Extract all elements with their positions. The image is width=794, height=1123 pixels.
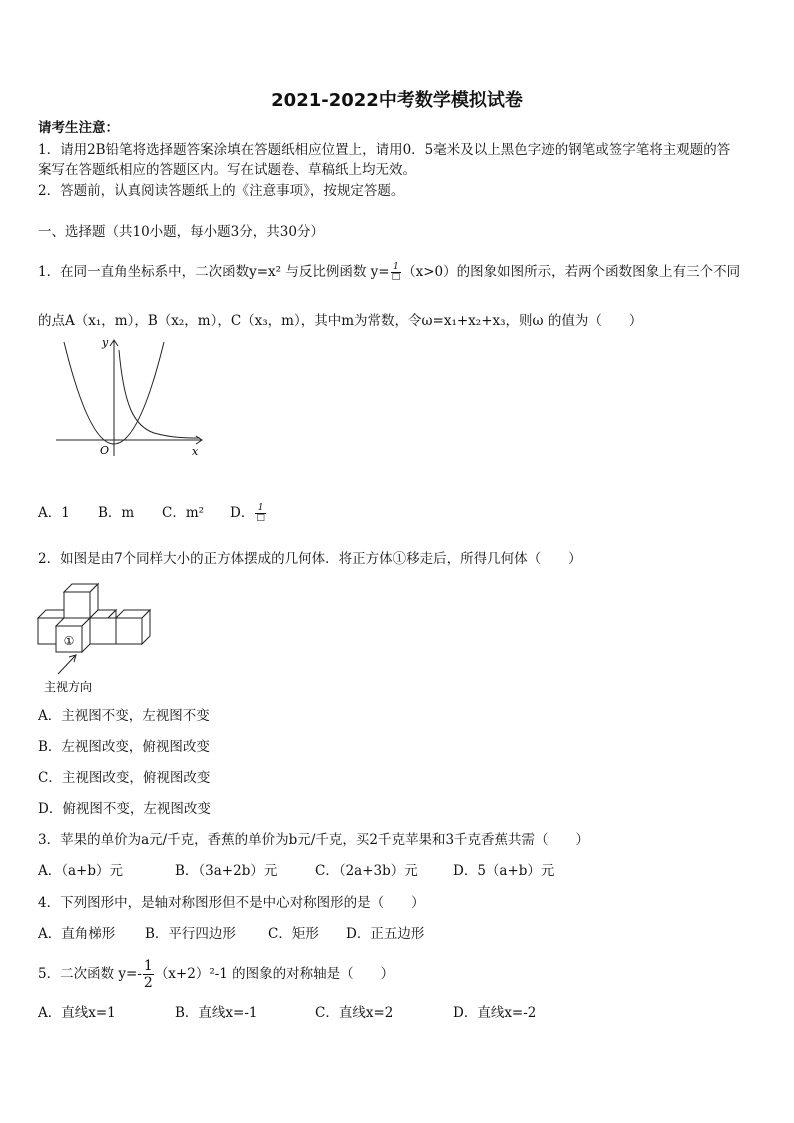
option-a[interactable]: A．直角梯形 xyxy=(38,926,116,942)
question-5-fraction xyxy=(143,958,154,991)
question-2-text: 2．如图是由7个同样大小的正方体摆成的几何体．将正方体①移走后，所得几何体（ ） xyxy=(38,551,582,567)
view-direction-arrow xyxy=(58,655,76,674)
question-5-text-b: （x+2）²-1 的图象的对称轴是（ ） xyxy=(154,966,395,982)
fraction-denominator: 2 xyxy=(143,975,153,991)
option-a[interactable]: A．直线x=1 xyxy=(38,1005,116,1021)
notice-heading: 请考生注意： xyxy=(38,120,119,136)
option-b[interactable]: B．（3a+2b）元 xyxy=(175,863,278,879)
option-d-label: D． xyxy=(230,505,255,521)
question-2-option-d[interactable]: D．俯视图不变，左视图改变 xyxy=(38,801,211,817)
section-heading: 一、选择题（共10小题，每小题3分，共30分） xyxy=(38,224,324,240)
option-d[interactable]: D．5（a+b）元 xyxy=(453,863,555,879)
option-b[interactable]: B．平行四边形 xyxy=(145,926,236,942)
question-1-text-a: 1．在同一直角坐标系中，二次函数y=x² 与反比例函数 y= xyxy=(38,264,390,280)
option-c[interactable]: C．（2a+3b）元 xyxy=(315,863,418,879)
option-d[interactable] xyxy=(230,503,267,523)
notice-line-3: 2．答题前，认真阅读答题纸上的《注意事项》，按规定答题。 xyxy=(38,183,405,199)
question-3-text: 3．苹果的单价为a元/千克，香蕉的单价为b元/千克，买2千克苹果和3千克香蕉共需（ ） xyxy=(38,832,590,848)
cube-drawing xyxy=(38,584,150,652)
notice-line-2: 案写在答题纸相应的答题区内。写在试题卷、草稿纸上均无效。 xyxy=(38,162,416,178)
question-5-text xyxy=(38,958,394,991)
option-a[interactable]: A．（a+b）元 xyxy=(38,863,124,879)
option-a[interactable]: A．1 xyxy=(38,505,70,521)
cube-1-label: ① xyxy=(63,634,75,648)
option-d[interactable]: D．直线x=-2 xyxy=(453,1005,537,1021)
question-1-text-b: （x>0）的图象如图所示，若两个函数图象上有三个不同 xyxy=(402,264,741,280)
question-5-options xyxy=(38,1003,536,1023)
hyperbola-curve xyxy=(119,350,200,438)
question-5-text-a: 5．二次函数 y=- xyxy=(38,966,142,982)
page-title: 2021-2022中考数学模拟试卷 xyxy=(271,90,523,111)
question-1-graph xyxy=(52,336,212,460)
question-1-options xyxy=(38,503,267,523)
view-direction-label: 主视方向 xyxy=(44,680,93,694)
option-d-fraction xyxy=(255,504,266,523)
question-2-option-b[interactable]: B．左视图改变，俯视图改变 xyxy=(38,739,210,755)
option-c[interactable]: C．m² xyxy=(162,505,205,521)
question-4-text: 4．下列图形中，是轴对称图形但不是中心对称图形的是（ ） xyxy=(38,895,425,911)
question-4-options xyxy=(38,924,424,944)
fraction-numerator: 1 xyxy=(255,504,266,514)
notice-line-1: 1．请用2B铅笔将选择题答案涂填在答题纸相应位置上，请用0．5毫米及以上黑色字迹的钢笔或签字笔将主观题的答 xyxy=(38,142,731,158)
question-2-option-a[interactable]: A．主视图不变，左视图不变 xyxy=(38,708,210,724)
question-2-option-c[interactable]: C．主视图改变，俯视图改变 xyxy=(38,770,211,786)
fraction-numerator: 1 xyxy=(143,958,153,974)
question-3-options xyxy=(38,861,554,881)
fraction-numerator: 1 xyxy=(391,263,402,273)
fraction-denominator: □ xyxy=(256,513,265,523)
option-d[interactable]: D．正五边形 xyxy=(346,926,425,942)
question-1-line-2: 的点A（x₁，m），B（x₂，m），C（x₃，m），其中m为常数，令ω=x₁+x₂+x₃，则ω 的值为（ ） xyxy=(38,313,643,329)
question-1-line-1 xyxy=(38,262,740,282)
question-1-fraction xyxy=(391,263,402,282)
question-2-cube-figure xyxy=(36,578,166,698)
y-axis-label: y xyxy=(102,336,109,349)
option-c[interactable]: C．矩形 xyxy=(268,926,319,942)
option-b[interactable]: B．m xyxy=(98,505,135,521)
option-c[interactable]: C．直线x=2 xyxy=(315,1005,394,1021)
x-axis-label: x xyxy=(192,445,199,458)
origin-label: O xyxy=(100,444,110,457)
option-b[interactable]: B．直线x=-1 xyxy=(175,1005,258,1021)
fraction-denominator: □ xyxy=(391,272,401,282)
